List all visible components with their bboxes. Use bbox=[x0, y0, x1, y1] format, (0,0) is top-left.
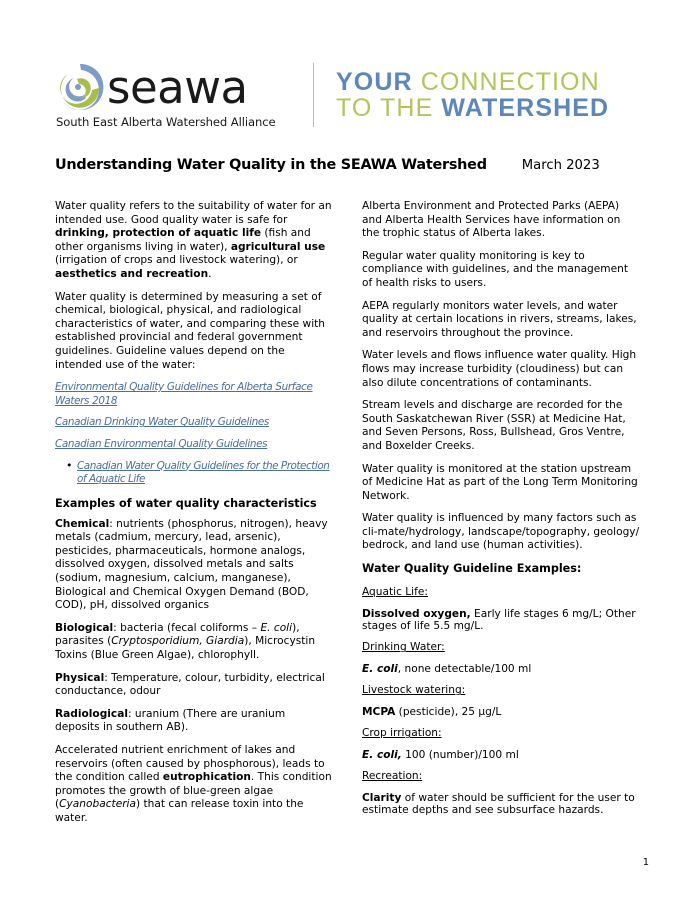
guideline-category-livestock-watering: Livestock watering: bbox=[362, 684, 466, 697]
page-number: 1 bbox=[642, 857, 649, 868]
page-title: Understanding Water Quality in the SEAWA Watershed bbox=[55, 157, 487, 173]
para1-text-1: Water quality refers to the suitability of water for an intended use. Good quality water is safe for bbox=[55, 200, 332, 226]
eutrophication-bold-1: eutrophication bbox=[162, 771, 251, 784]
characteristic-chemical-label: Chemical bbox=[55, 517, 110, 530]
guideline-aquatic-bold: Dissolved oxygen, bbox=[362, 607, 471, 620]
characteristic-radiological-label: Radiological bbox=[55, 707, 128, 720]
publication-date: March 2023 bbox=[521, 158, 600, 173]
guideline-crop-text: 100 (number)/100 ml bbox=[401, 749, 519, 762]
biological-italic-1: E. coli bbox=[260, 621, 293, 634]
guideline-drinking-text: , none detectable/100 ml bbox=[397, 663, 532, 676]
right-column bbox=[362, 200, 640, 835]
slogan-line-1 bbox=[336, 69, 609, 96]
characteristic-biological bbox=[55, 622, 333, 663]
logo-divider bbox=[313, 63, 314, 127]
paragraph-aepa-monitors: AEPA regularly monitors water levels, and water quality at certain locations in rivers, streams, lakes, and reservoirs throughout the province. bbox=[362, 299, 637, 339]
eutrophication-italic-1: Cyanobacteria bbox=[59, 798, 136, 811]
slogan-watershed: WATERSHED bbox=[441, 94, 610, 122]
guideline-value-crop-irrigation bbox=[362, 749, 640, 761]
guideline-crop-bold: E. coli, bbox=[362, 749, 402, 762]
slogan-to-the: TO THE bbox=[336, 94, 434, 122]
paragraph-measurement: Water quality is determined by measuring a set of chemical, biological, physical, and radiological characteristics of water, and comparing these with established provincial and federal government guidelines. Guideline values depend on the intended use of the water: bbox=[55, 290, 326, 371]
guideline-livestock-text: (pesticide), 25 µg/L bbox=[395, 706, 502, 719]
para1-bold-3: aesthetics and recreation bbox=[55, 267, 209, 280]
spiral-icon bbox=[55, 62, 105, 112]
para1-text-3: (irrigation of crops and livestock watering), or bbox=[55, 254, 298, 267]
logo-wordmark-row bbox=[55, 62, 248, 112]
guideline-value-recreation bbox=[362, 792, 640, 817]
left-column bbox=[55, 200, 333, 835]
para1-text-2: (fish and other organisms living in water), bbox=[55, 227, 311, 253]
title-row bbox=[55, 157, 640, 173]
heading-examples-characteristics: Examples of water quality characteristics bbox=[55, 496, 317, 510]
para1-bold-2: agricultural use bbox=[230, 240, 326, 253]
characteristic-physical-label: Physical bbox=[55, 671, 105, 684]
guideline-value-aquatic-life bbox=[362, 608, 640, 633]
paragraph-stream-levels: Stream levels and discharge are recorded for the South Saskatchewan River (SSR) at Medicine Hat, and Seven Persons, Ross, Bullshead, Gros Ventre, and Boxelder Creeks. bbox=[362, 399, 626, 452]
link-canadian-drinking-water[interactable]: Canadian Drinking Water Quality Guidelines bbox=[55, 416, 269, 429]
slogan-your: YOUR bbox=[336, 67, 413, 96]
guideline-aquatic-text: Early life stages 6 mg/L; Other stages of life 5.5 mg/L. bbox=[362, 607, 636, 633]
brand-wordmark: seawa bbox=[107, 61, 248, 114]
paragraph-monitoring-compliance: Regular water quality monitoring is key to compliance with guidelines, and the management of health risks to users. bbox=[362, 249, 629, 289]
eutrophication-text-1: Accelerated nutrient enrichment of lakes and reservoirs (often caused by phosphorous), leads to the condition called bbox=[55, 744, 325, 784]
guideline-livestock-bold: MCPA bbox=[362, 706, 396, 719]
paragraph-eutrophication bbox=[55, 744, 333, 826]
characteristic-chemical-text: : nutrients (phosphorus, nitrogen), heavy metals (cadmium, mercury, lead, arsenic), pesticides, pharmaceuticals, hormone analogs, dissolved oxygen, dissolved metals and salts (sodium, magnesium, calcium, manganese), Biological and Chemical Oxygen Demand (BOD, COD), pH, dissolved organics bbox=[55, 517, 328, 612]
paragraph-influencing-factors: Water quality is influenced by many factors such as cli-mate/hydrology, landscape/topography, geology/ bedrock, and land use (human activities). bbox=[362, 512, 640, 552]
seawa-logo bbox=[55, 62, 305, 129]
guideline-value-drinking-water bbox=[362, 663, 640, 675]
para1-bold-1: drinking, protection of aquatic life bbox=[55, 227, 262, 240]
guideline-drinking-bold: E. coli bbox=[362, 663, 398, 676]
guideline-category-aquatic-life: Aquatic Life: bbox=[362, 586, 428, 599]
guideline-recreation-text: of water should be sufficient for the user to estimate depths and see subsurface hazards. bbox=[362, 792, 635, 817]
logo-slogan bbox=[336, 69, 609, 122]
list-item bbox=[77, 460, 333, 487]
paragraph-station-upstream: Water quality is monitored at the station upstream of Medicine Hat as part of the Long Term Monitoring Network. bbox=[362, 462, 638, 502]
slogan-line-2 bbox=[336, 95, 609, 122]
para1-text-4: . bbox=[208, 267, 212, 280]
logo-tagline: South East Alberta Watershed Alliance bbox=[56, 114, 276, 129]
link-protection-aquatic-life[interactable]: • Canadian Water Quality Guidelines for the Protection of Aquatic Life bbox=[77, 459, 330, 486]
guideline-value-livestock-watering bbox=[362, 706, 640, 718]
characteristic-physical-text: : Temperature, colour, turbidity, electrical conductance, odour bbox=[55, 671, 325, 698]
guideline-links bbox=[55, 381, 333, 451]
eutrophication-text-3: ) that can release toxin into the water. bbox=[55, 798, 304, 824]
slogan-connection: CONNECTION bbox=[420, 67, 600, 96]
heading-guideline-examples: Water Quality Guideline Examples: bbox=[362, 562, 582, 576]
characteristic-biological-label: Biological bbox=[55, 621, 114, 634]
content-columns bbox=[55, 200, 640, 835]
paragraph-levels-flows: Water levels and flows influence water quality. High flows may increase turbidity (cloudiness) but can also dilute concentrations of contaminants. bbox=[362, 349, 637, 389]
characteristic-radiological bbox=[55, 708, 333, 735]
seawa-logo-header bbox=[55, 52, 640, 138]
guideline-category-crop-irrigation: Crop irrigation: bbox=[362, 727, 442, 740]
characteristic-radiological-text: : uranium (There are uranium deposits in southern AB). bbox=[55, 707, 286, 734]
biological-text-1: : bacteria (fecal coliforms – bbox=[113, 621, 261, 634]
biological-text-2: ), parasites ( bbox=[55, 621, 300, 648]
link-canadian-environmental-quality[interactable]: Canadian Environmental Quality Guidelines bbox=[55, 437, 268, 450]
guideline-recreation-bold: Clarity bbox=[362, 792, 402, 805]
guideline-category-drinking-water: Drinking Water: bbox=[362, 641, 445, 654]
paragraph-water-quality-definition bbox=[55, 200, 333, 282]
paragraph-aepa-trophic: Alberta Environment and Protected Parks (AEPA) and Alberta Health Services have information on the trophic status of Alberta lakes. bbox=[362, 200, 621, 240]
biological-text-3: ), Microcystin Toxins (Blue Green Algae), chlorophyll. bbox=[55, 635, 316, 662]
eutrophication-text-2: . This condition promotes the growth of blue-green algae ( bbox=[55, 771, 332, 811]
characteristic-chemical bbox=[55, 518, 333, 613]
link-alberta-surface-waters[interactable]: Environmental Quality Guidelines for Alberta Surface Waters 2018 bbox=[55, 381, 313, 407]
guideline-sub-links bbox=[55, 460, 333, 487]
guideline-category-recreation: Recreation: bbox=[362, 770, 423, 783]
characteristic-physical bbox=[55, 672, 333, 699]
biological-italic-2: Cryptosporidium, Giardia bbox=[111, 635, 245, 648]
